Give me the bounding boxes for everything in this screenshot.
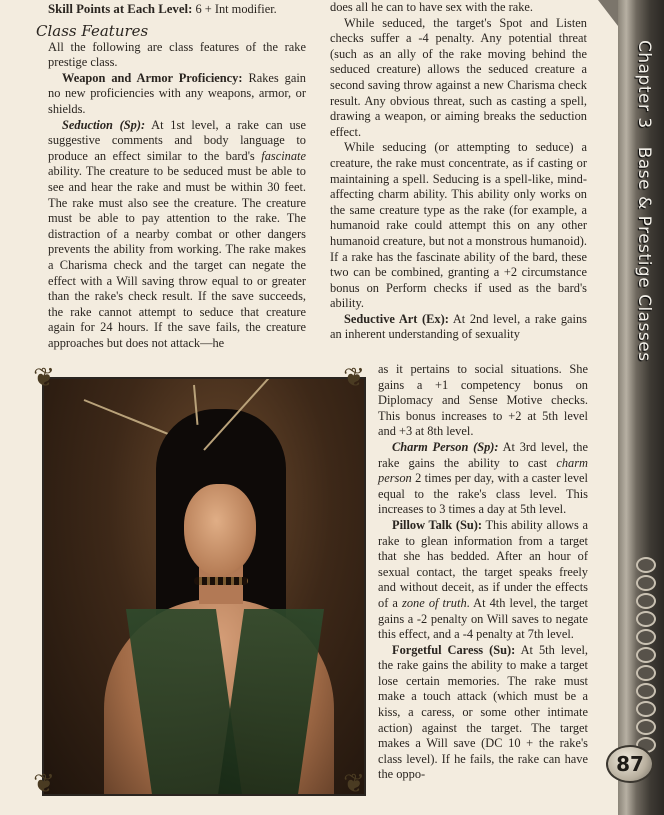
pillow-talk-paragraph: [378, 518, 588, 643]
page-corner: [598, 0, 618, 26]
face-shape: [184, 484, 256, 576]
right-column: [330, 0, 587, 343]
seduction-paragraph: [48, 118, 306, 352]
intro-paragraph: All the following are class features of the rake prestige class.: [48, 39, 306, 70]
continued-text: does all he can to have sex with the rake.: [330, 0, 533, 14]
forgetful-caress-text: At 5th level, the rake gains the ability to make a target lose certain memories. The rake must make a touch attack (which must be a kiss, a caress, or some other intimate action) against the target. The target makes a Will save (DC 10 + the rake's class level). If he fails, the rake can have the oppo-: [378, 642, 588, 782]
charm-person-spell: charm person: [378, 455, 588, 486]
charm-person-title: Charm Person (Sp):: [392, 439, 499, 454]
seductive-art-title: Seductive Art (Ex):: [344, 311, 449, 326]
weapon-proficiency-title: Weapon and Armor Proficiency:: [62, 70, 243, 85]
portrait-illustration: [42, 377, 366, 796]
chapter-label: [628, 40, 654, 440]
charm-person-text-1: At 3rd level, the rake gains the ability to cast: [378, 439, 588, 470]
seducing-paragraph: While seducing (or attempting to seduce) a creature, the rake must concentrate, as if casting or maintaining a spell. Seducing is a spell-like, mind-affecting charm ability. This ability only works on the same creature type as the rake (for example, a humanoid rake could attempt this on any other humanoid creature, but not a monstrous humanoid). If a rake has the fascinate ability of the bard, these two can be combined, granting a +2 circumstance bonus on Perform checks if used as the bard's ability.: [330, 140, 587, 311]
fascinate-term: fascinate: [261, 148, 306, 163]
weapon-proficiency-paragraph: [48, 71, 306, 118]
seductive-art-text-1: At 2nd level, a rake gains an inherent understanding of sexuality: [330, 311, 588, 342]
left-column: [36, 0, 307, 351]
seduction-text-1: At 1st level, a rake can use suggestive comments and body language to produce an effect similar to the bard's: [48, 117, 306, 163]
zone-of-truth-spell: zone of truth: [402, 595, 467, 610]
flourish-icon: ❦: [343, 769, 365, 798]
seduction-text-2: ability. The creature to be seduced must be able to see and hear the rake and must be within 30 feet. The rake must also see the creature. The creature must be able to pay attention to the rake. The distraction of a nearby combat or other dangers prevents the ability from working. The rake makes a Charisma check and the target can negate the effect with a Will saving throw equal to or greater than the rake's check result. If the save succeeds, the rake cannot attempt to seduce that creature again for 24 hours. If the save fails, the creature approaches but does not attack—he: [48, 164, 306, 350]
pillow-talk-title: Pillow Talk (Su):: [392, 517, 482, 532]
right-column-lower: [378, 362, 588, 783]
weapon-proficiency-text: Rakes gain no new proficiencies with any weapons, armor, or shields.: [48, 70, 307, 116]
charm-person-text-2: 2 times per day, with a caster level equal to the rake's class level. This increases to 3 times a day at 5th level.: [378, 471, 588, 517]
section-heading: Class Features: [36, 21, 149, 40]
seductive-art-paragraph: [330, 312, 587, 343]
skill-points-label: Skill Points at Each Level:: [48, 2, 193, 16]
pillow-talk-text-1: This ability allows a rake to glean information from a target that she has bedded. After an hour of sexual contact, the target speaks freely and without deceit, as if under the effects of a: [378, 517, 588, 610]
forgetful-caress-paragraph: [378, 643, 588, 783]
skill-points-value: 6 + Int modifier.: [195, 2, 277, 16]
seduction-title: Seduction (Sp):: [62, 117, 146, 132]
choker-necklace: [194, 577, 248, 585]
seductive-art-text-2: as it pertains to social situations. She gains a +1 competency bonus on Diplomacy and Sense Motive checks. This bonus increases to +2 at 5th level and +3 at 8th level.: [378, 362, 588, 439]
seduced-paragraph: While seduced, the target's Spot and Listen checks suffer a -4 penalty. Any potential threat (such as an ally of the rake moving behind the seduced creature) allows the seduced creature a second saving throw against a new Charisma check result. Any obvious threat, such as casting a spell, drawing a weapon, or aiming breaks the seduction effect.: [330, 15, 587, 139]
pillow-talk-text-2: . At 4th level, the target gains a -2 penalty on Will saves to negate this effect, and a -4 penalty at 7th level.: [378, 595, 589, 642]
chapter-title: Base & Prestige Classes: [634, 146, 654, 362]
flourish-icon: ❦: [343, 363, 365, 392]
flourish-icon: ❦: [33, 363, 55, 392]
chain-decoration-icon: [635, 555, 657, 745]
page-number: 87: [606, 745, 654, 783]
forgetful-caress-title: Forgetful Caress (Su):: [392, 642, 516, 657]
charm-person-paragraph: [378, 440, 588, 518]
flourish-icon: ❦: [33, 769, 55, 798]
chapter-number: Chapter 3: [634, 40, 654, 129]
